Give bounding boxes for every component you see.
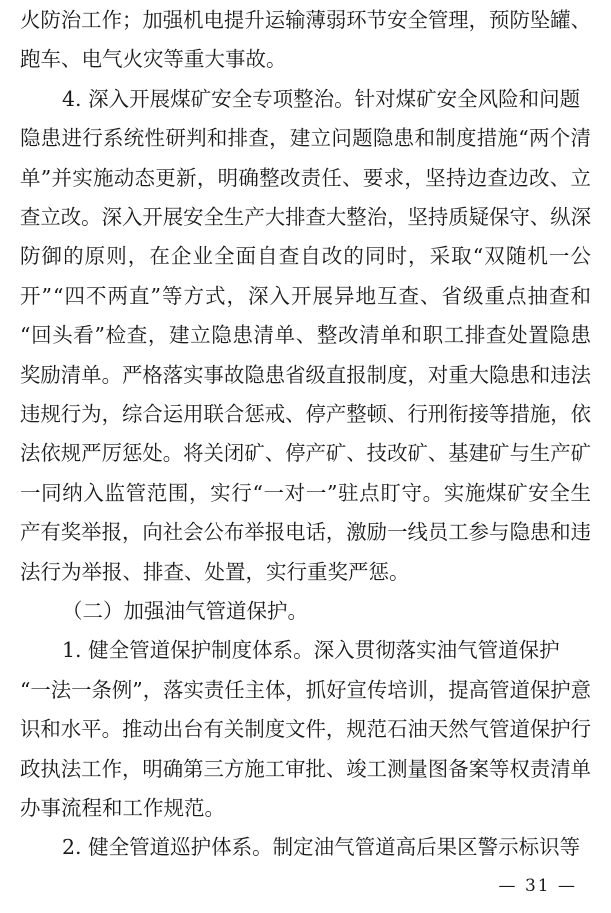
text-line [0,676,611,704]
line-text: 法依规严厉惩处。将关闭矿、停产矿、技改矿、基建矿与生产矿 [20,441,592,466]
line-text: 奖励清单。严格落实事故隐患省级直报制度，对重大隐患和违法 [20,362,592,387]
text-line [0,6,611,34]
text-line [0,242,611,270]
line-text: 开”“四不两直”等方式，深入开展异地互查、省级重点抽查和 [20,283,592,308]
text-line [0,439,611,467]
line-text: 4. 深入开展煤矿安全专项整治。针对煤矿安全风险和问题 [62,86,581,111]
line-text: 查立改。深入开展安全生产大排查大整治，坚持质疑保守、纵深 [20,205,592,229]
line-text: 火防治工作；加强机电提升运输薄弱环节安全管理，预防坠罐、 [20,8,592,32]
line-text: 识和水平。推动出台有关制度文件，规范石油天然气管道保护行 [20,717,592,742]
text-line [0,558,611,586]
line-text: 防御的原则，在企业全面自查自改的同时，采取“双随机一公 [20,244,593,269]
text-line [0,715,611,743]
line-text: “回头看”检查，建立隐患清单、整改清单和职工排查处置隐患 [20,323,592,348]
text-line [0,85,611,113]
text-line [0,833,611,861]
text-line [0,479,611,507]
line-text: 政执法工作，明确第三方施工审批、竣工测量图备案等权责清单 [20,756,592,781]
line-text: 1. 健全管道保护制度体系。深入贯彻落实油气管道保护 [62,638,560,663]
line-text: 跑车、电气火灾等重大事故。 [20,47,287,72]
text-line [0,164,611,192]
page-number: — 31 — [498,876,577,896]
text-line [0,755,611,783]
text-line [0,794,611,822]
line-text: 单”并实施动态更新，明确整改责任、要求，坚持边查边改、立 [20,165,592,190]
text-line [0,203,611,231]
heading-text: （二）加强油气管道保护。 [62,599,308,623]
text-line [0,400,611,428]
line-text: 法行为举报、排查、处置，实行重奖严惩。 [20,559,410,584]
line-text: 违规行为，综合运用联合惩戒、停产整顿、行刑衔接等措施，依 [20,402,592,426]
text-line [0,518,611,546]
line-text: 产有奖举报，向社会公布举报电话，激励一线员工参与隐患和违 [20,520,592,545]
text-line [0,361,611,389]
section-heading [0,597,611,625]
line-text: 办事流程和工作规范。 [20,796,225,820]
line-text: 一同纳入监管范围，实行“一对一”驻点盯守。实施煤矿安全生 [20,480,592,505]
line-text: 2. 健全管道巡护体系。制定油气管道高后果区警示标识等 [62,835,581,860]
text-line [0,282,611,310]
text-line [0,45,611,73]
text-line [0,124,611,152]
line-text: 隐患进行系统性研判和排查，建立问题隐患和制度措施“两个清 [20,126,592,151]
text-line [0,321,611,349]
text-line [0,636,611,664]
line-text: “一法一条例”，落实责任主体，抓好宣传培训，提高管道保护意 [20,677,592,702]
